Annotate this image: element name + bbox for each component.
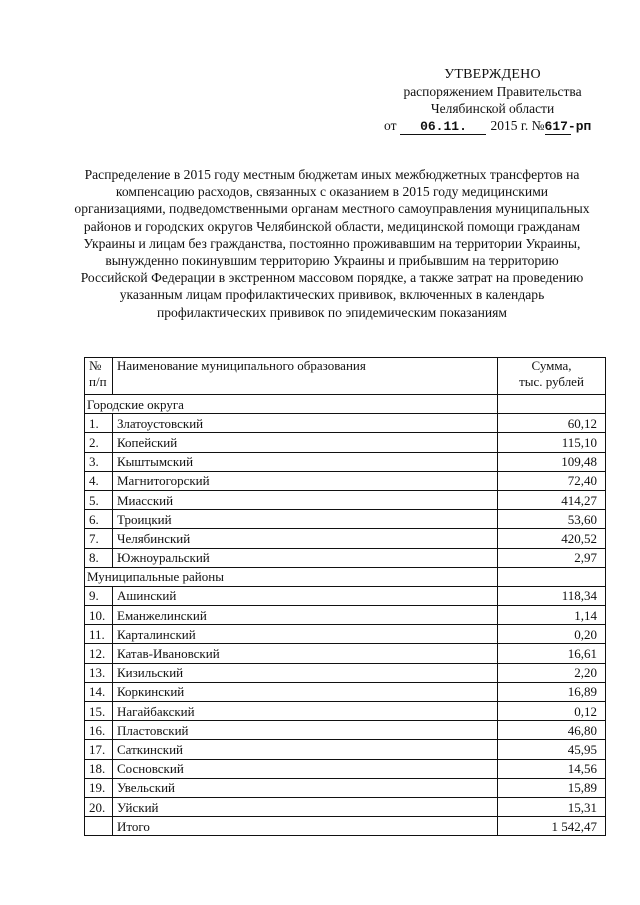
section-row — [85, 567, 606, 586]
row-name: Ашинский — [113, 586, 498, 605]
row-name: Сосновский — [113, 759, 498, 778]
row-sum: 15,31 — [498, 797, 606, 816]
row-number: 15. — [85, 702, 113, 721]
table-row — [85, 548, 606, 567]
approval-heading: УТВЕРЖДЕНО — [444, 67, 541, 82]
row-name: Катав-Ивановский — [113, 644, 498, 663]
table-row — [85, 663, 606, 682]
table-row — [85, 529, 606, 548]
total-sum: 1 542,47 — [498, 817, 606, 836]
row-name: Копейский — [113, 433, 498, 452]
row-number: 8. — [85, 548, 113, 567]
row-sum: 2,20 — [498, 663, 606, 682]
table-row — [85, 471, 606, 490]
row-number: 14. — [85, 682, 113, 701]
row-sum: 72,40 — [498, 471, 606, 490]
row-name: Кизильский — [113, 663, 498, 682]
total-row — [85, 817, 606, 836]
row-number: 5. — [85, 490, 113, 509]
approval-from-label: от — [384, 118, 397, 133]
table-row — [85, 586, 606, 605]
row-name: Челябинский — [113, 529, 498, 548]
table-body — [85, 395, 606, 836]
row-sum: 1,14 — [498, 606, 606, 625]
document-title: Распределение в 2015 году местным бюджетам иных межбюджетных трансфертов на компенсацию расходов, связанных с оказанием в 2015 году медицинскими организациями, подведомственными органам местного самоуправления муниципальных районов и городских округов Челябинской области, медицинской помощи гражданам Украины и лицам без гражданства, постоянно проживавшим на территории Украины, вынужденно покинувшим территорию Украины и прибывшим на территорию Российской Федерации в экстренном массовом порядке, а также затрат на проведению указанным лицам профилактических прививок, включенных в календарь профилактических прививок по эпидемическим показаниям — [74, 167, 590, 320]
approval-date-line — [380, 117, 605, 135]
row-number: 1. — [85, 414, 113, 433]
row-name: Еманжелинский — [113, 606, 498, 625]
row-name: Троицкий — [113, 510, 498, 529]
row-number: 20. — [85, 797, 113, 816]
approval-stamp — [380, 66, 605, 135]
row-sum: 46,80 — [498, 721, 606, 740]
table-row — [85, 433, 606, 452]
row-sum: 15,89 — [498, 778, 606, 797]
row-sum: 53,60 — [498, 510, 606, 529]
row-sum: 2,97 — [498, 548, 606, 567]
row-sum: 45,95 — [498, 740, 606, 759]
approval-line-2: Челябинской области — [430, 101, 555, 116]
header-name: Наименование муниципального образования — [113, 358, 498, 395]
total-number-empty — [85, 817, 113, 836]
row-sum: 14,56 — [498, 759, 606, 778]
table-row — [85, 490, 606, 509]
row-number: 19. — [85, 778, 113, 797]
table-row — [85, 510, 606, 529]
row-name: Магнитогорский — [113, 471, 498, 490]
row-number: 4. — [85, 471, 113, 490]
row-number: 17. — [85, 740, 113, 759]
row-sum: 414,27 — [498, 490, 606, 509]
table-row — [85, 625, 606, 644]
row-name: Увельский — [113, 778, 498, 797]
table-row — [85, 740, 606, 759]
row-number: 9. — [85, 586, 113, 605]
row-number: 3. — [85, 452, 113, 471]
section-title: Муниципальные районы — [85, 567, 498, 586]
row-name: Миасский — [113, 490, 498, 509]
table-row — [85, 452, 606, 471]
row-number: 12. — [85, 644, 113, 663]
row-name: Саткинский — [113, 740, 498, 759]
section-sum-empty — [498, 567, 606, 586]
row-number: 18. — [85, 759, 113, 778]
row-name: Карталинский — [113, 625, 498, 644]
row-number: 13. — [85, 663, 113, 682]
table-row — [85, 759, 606, 778]
row-number: 7. — [85, 529, 113, 548]
row-name: Уйский — [113, 797, 498, 816]
row-name: Нагайбакский — [113, 702, 498, 721]
row-sum: 118,34 — [498, 586, 606, 605]
header-number-line-2: п/п — [89, 374, 107, 389]
table-row — [85, 644, 606, 663]
row-sum: 16,61 — [498, 644, 606, 663]
row-name: Златоустовский — [113, 414, 498, 433]
row-name: Пластовский — [113, 721, 498, 740]
row-number: 2. — [85, 433, 113, 452]
header-sum-line-1: Сумма, — [531, 358, 572, 373]
row-sum: 109,48 — [498, 452, 606, 471]
row-name: Южноуральский — [113, 548, 498, 567]
table-row — [85, 721, 606, 740]
header-sum — [498, 358, 606, 395]
distribution-table — [84, 357, 606, 836]
row-sum: 0,12 — [498, 702, 606, 721]
row-number: 11. — [85, 625, 113, 644]
row-sum: 115,10 — [498, 433, 606, 452]
section-title: Городские округа — [85, 395, 498, 414]
table-row — [85, 702, 606, 721]
total-label: Итого — [113, 817, 498, 836]
header-number-line-1: № — [89, 358, 102, 373]
approval-year-label: 2015 г. № — [490, 118, 545, 133]
section-sum-empty — [498, 395, 606, 414]
row-number: 16. — [85, 721, 113, 740]
row-name: Коркинский — [113, 682, 498, 701]
header-sum-line-2: тыс. рублей — [519, 374, 584, 389]
table-row — [85, 682, 606, 701]
row-sum: 60,12 — [498, 414, 606, 433]
approval-number: 617-рп — [544, 119, 592, 134]
table-row — [85, 797, 606, 816]
section-row — [85, 395, 606, 414]
row-sum: 16,89 — [498, 682, 606, 701]
row-number: 6. — [85, 510, 113, 529]
table-row — [85, 778, 606, 797]
approval-date: 06.11. — [400, 120, 486, 135]
table-row — [85, 414, 606, 433]
table-header-row — [85, 358, 606, 395]
row-name: Кыштымский — [113, 452, 498, 471]
row-number: 10. — [85, 606, 113, 625]
table-row — [85, 606, 606, 625]
header-number — [85, 358, 113, 395]
approval-line-1: распоряжением Правительства — [403, 84, 582, 99]
row-sum: 420,52 — [498, 529, 606, 548]
row-sum: 0,20 — [498, 625, 606, 644]
